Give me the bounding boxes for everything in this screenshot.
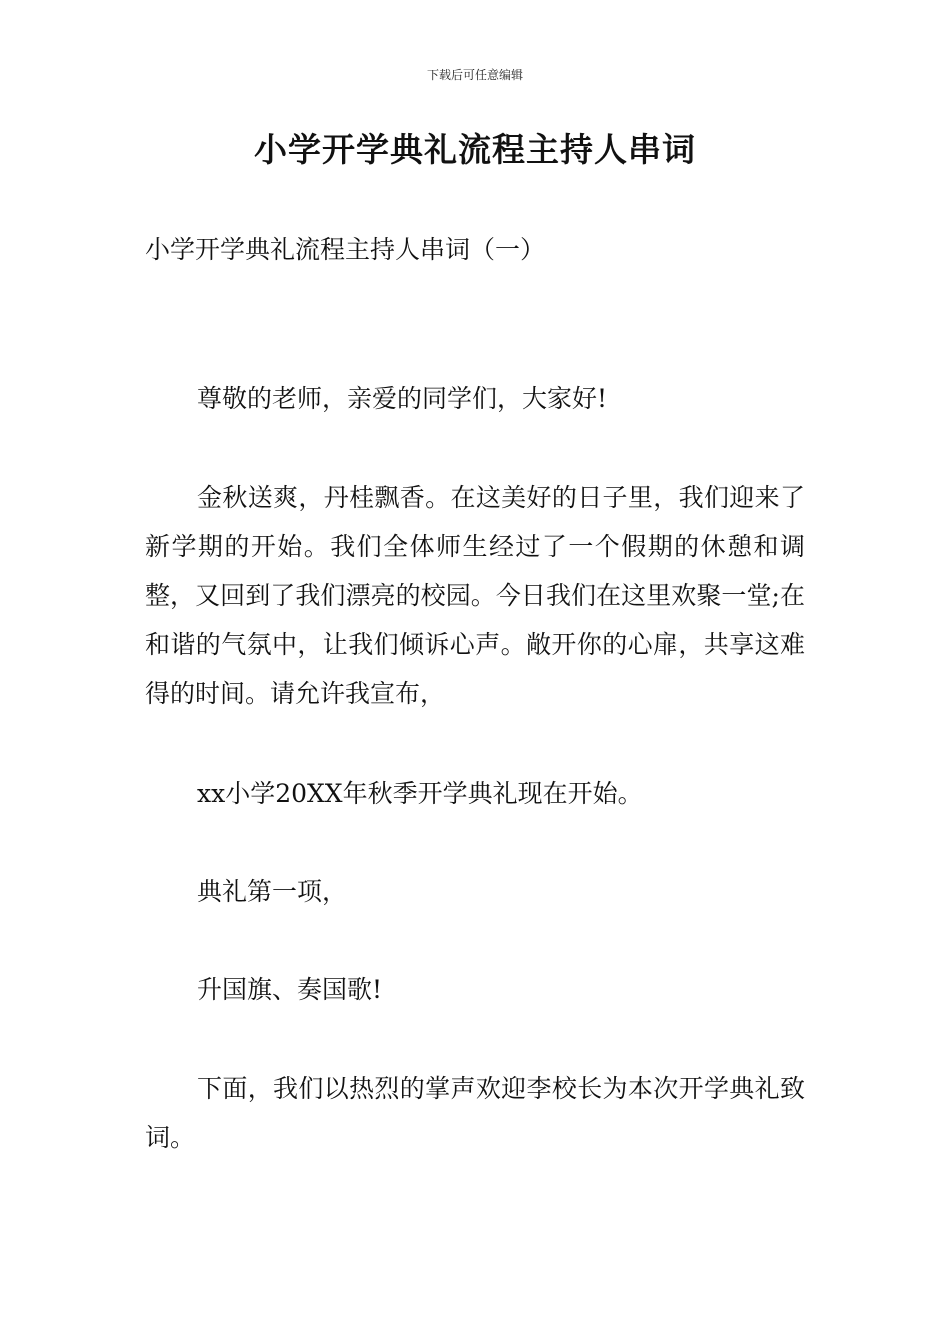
paragraph-item-one: 典礼第一项， <box>197 877 348 906</box>
paragraph-principal-speech: 下面，我们以热烈的掌声欢迎李校长为本次开学典礼致词。 <box>145 1074 805 1152</box>
paragraph-flag-anthem: 升国旗、奏国歌! <box>197 975 383 1004</box>
paragraph-announcement: xx小学20XX年秋季开学典礼现在开始。 <box>197 779 643 808</box>
document-title: 小学开学典礼流程主持人串词 <box>254 130 696 169</box>
paragraph-greeting: 尊敬的老师，亲爱的同学们，大家好! <box>197 384 608 413</box>
document-subtitle: 小学开学典礼流程主持人串词（一） <box>145 235 546 264</box>
header-note: 下载后可任意编辑 <box>426 68 523 82</box>
paragraph-opening: 金秋送爽，丹桂飘香。在这美好的日子里，我们迎来了新学期的开始。我们全体师生经过了一个假期的休憩和调整，又回到了我们漂亮的校园。今日我们在这里欢聚一堂;在和谐的气氛中，让我们倾诉心声。敞开你的心扉，共享这难得的时间。请允许我宣布， <box>145 483 805 708</box>
